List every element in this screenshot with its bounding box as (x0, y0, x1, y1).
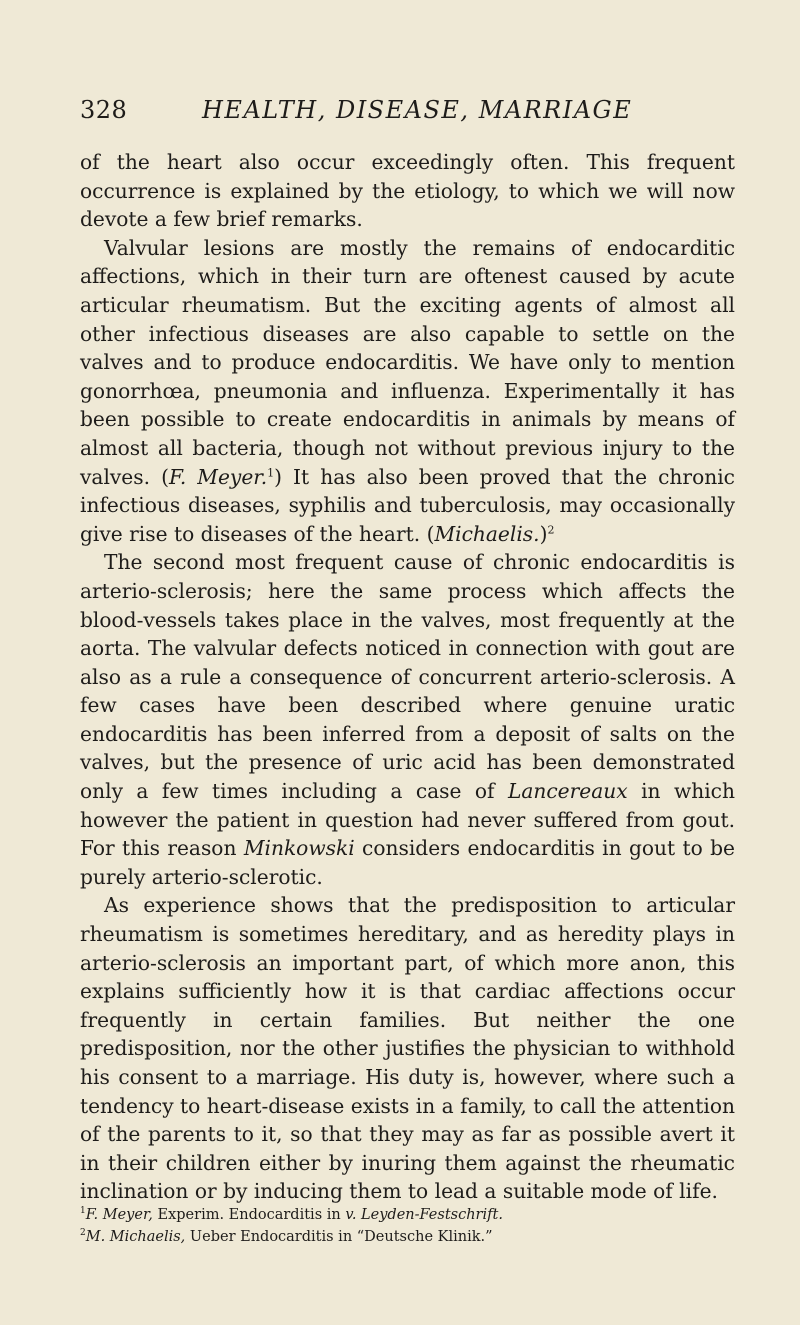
italic-text: F. Meyer, (85, 1207, 153, 1223)
text-run: The second most frequent cause of chronic endocarditis is arterio-sclerosis; here the same process which affects the blood-vessels takes place in the valves, most frequently at the aorta. The valvular defects noticed in connection with gout are also as a rule a consequence of concurrent arterio-sclerosis. A few cases have been described where genuine uratic endocarditis has been inferred from a deposit of salts on the valves, but the presence of uric acid has been demonstrated only a few times including a case of (80, 550, 735, 804)
paragraph (80, 891, 735, 1206)
text-run: considers endocarditis in gout to be purely arterio-sclerotic. (80, 836, 735, 889)
text-run: Experim. Endocarditis in (152, 1207, 346, 1223)
italic-text: F. Meyer. (168, 464, 268, 489)
paragraph (80, 548, 735, 891)
text-run: ) It has also been proved that the chronic infectious diseases, syphilis and tuberculosis, may occasionally give rise to diseases of the heart. ( (80, 464, 735, 546)
italic-text: Michaelis. (434, 521, 540, 546)
italic-text: M. Michaelis, (85, 1229, 186, 1245)
italic-text: Lancereaux (507, 779, 628, 804)
body-text (80, 148, 735, 1206)
page-header (80, 96, 720, 136)
footnote-marker: 2 (80, 1228, 86, 1239)
italic-text: Minkowski (243, 836, 355, 861)
footnote-marker: 1 (267, 465, 275, 479)
text-run: of the heart also occur exceedingly often. This frequent occurrence is explained by the etiology, to which we will now devote a few brief remarks. (80, 150, 735, 232)
footnote-marker: 2 (547, 522, 555, 536)
italic-text: v. Leyden-Festschrift. (345, 1207, 503, 1223)
footnote-marker: 1 (80, 1206, 86, 1217)
paragraph (80, 148, 735, 234)
paragraph (80, 234, 735, 549)
footnotes (80, 1204, 730, 1248)
footnote (80, 1204, 730, 1226)
text-run: As experience shows that the predisposition to articular rheumatism is sometimes hereditary, and as heredity plays in arterio-sclerosis an important part, of which more anon, this explains sufficiently how it is that cardiac affections occur frequently in certain families. But neither the one predisposition, nor the other justifies the physician to withhold his consent to a marriage. His duty is, however, where such a tendency to heart-disease exists in a family, to call the attention of the parents to it, so that they may as far as possible avert it in their children either by inuring them against the rheumatic inclination or by inducing them to lead a suitable mode of life. (80, 893, 736, 1204)
footnote (80, 1226, 730, 1248)
text-run: Ueber Endocarditis in “Deutsche Klinik.” (185, 1229, 493, 1245)
text-run: ) (539, 521, 548, 546)
text-run: in which however the patient in question had never suffered from gout. For this reason (80, 779, 735, 861)
running-head: HEALTH, DISEASE, MARRIAGE (202, 96, 633, 124)
page-number: 328 (80, 96, 128, 124)
text-run: Valvular lesions are mostly the remains of endocarditic affections, which in their turn are oftenest caused by acute articular rheumatism. But the exciting agents of almost all other infectious diseases are also capable to settle on the valves and to produce endocarditis. We have only to mention gonorrhœa, pneumonia and influenza. Experimentally it has been possible to create endocarditis in animals by means of almost all bacteria, though not without previous injury to the valves. ( (80, 235, 735, 489)
